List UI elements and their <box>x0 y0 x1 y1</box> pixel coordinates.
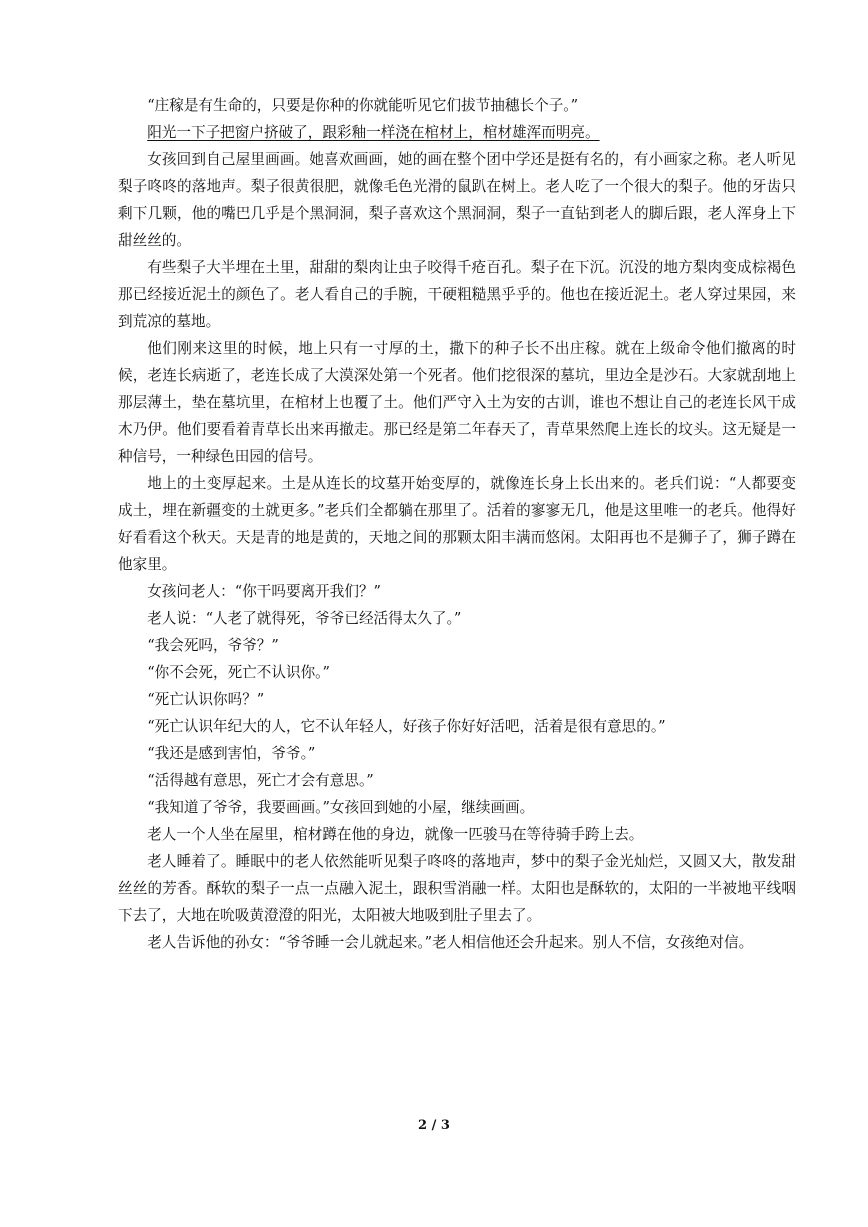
paragraph: 地上的土变厚起来。土是从连长的坟墓开始变厚的，就像连长身上长出来的。老兵们说：“人都要变成土，埋在新疆变的土就更多。”老兵们全都躺在那里了。活着的寥寥无几，他是这里唯一的老兵。他得好好看看这个秋天。天是青的地是黄的，天地之间的那颗太阳丰满而悠闲。太阳再也不是狮子了，狮子蹲在他家里。 <box>118 475 796 573</box>
dialogue-line: 老人说：“人老了就得死，爷爷已经活得太久了。” <box>147 610 462 627</box>
paragraph: 有些梨子大半埋在土里，甜甜的梨肉让虫子咬得千疮百孔。梨子在下沉。沉没的地方梨肉变成棕褐色那已经接近泥土的颜色了。老人看自己的手腕，干硬粗糙黑乎乎的。他也在接近泥土。老人穿过果园，来到荒凉的墓地。 <box>118 259 796 330</box>
page-number: 2 / 3 <box>418 1118 450 1133</box>
dialogue-line: “死亡认识你吗？” <box>147 691 265 708</box>
dialogue-line: “我会死吗，爷爷？” <box>147 637 279 654</box>
paragraph: 老人告诉他的孙女：“爷爷睡一会儿就起来。”老人相信他还会升起来。别人不信，女孩绝对信。 <box>147 934 754 951</box>
paragraph: 老人一个人坐在屋里，棺材蹲在他的身边，就像一匹骏马在等待骑手跨上去。 <box>147 826 644 843</box>
dialogue-line: “你不会死，死亡不认识你。” <box>147 664 330 681</box>
paragraph: 女孩回到自己屋里画画。她喜欢画画，她的画在整个团中学还是挺有名的，有小画家之称。老人听见梨子咚咚的落地声。梨子很黄很肥，就像毛色光滑的鼠趴在树上。老人吃了一个很大的梨子。他的牙齿只剩下几颗，他的嘴巴几乎是个黑洞洞，梨子喜欢这个黑洞洞，梨子一直钻到老人的脚后跟，老人浑身上下甜丝丝的。 <box>118 151 796 249</box>
document-body <box>118 92 796 956</box>
dialogue-line: “活得越有意思，死亡才会有意思。” <box>147 772 374 789</box>
paragraph: “庄稼是有生命的，只要是你种的你就能听见它们拔节抽穗长个子。” <box>147 97 579 114</box>
paragraph-underlined: 阳光一下子把窗户挤破了，跟彩釉一样浇在棺材上，棺材雄浑而明亮。 <box>147 124 600 141</box>
dialogue-line: “死亡认识年纪大的人，它不认年轻人，好孩子你好好活吧，活着是很有意思的。” <box>147 718 666 735</box>
paragraph: 老人睡着了。睡眠中的老人依然能听见梨子咚咚的落地声，梦中的梨子金光灿烂，又圆又大，散发甜丝丝的芳香。酥软的梨子一点一点融入泥土，跟积雪消融一样。太阳也是酥软的，太阳的一半被地平线咽下去了，大地在吮吸黄澄澄的阳光，太阳被大地吸到肚子里去了。 <box>118 853 796 924</box>
dialogue-line: 女孩问老人：“你干吗要离开我们？” <box>147 583 382 600</box>
paragraph: 他们刚来这里的时候，地上只有一寸厚的土，撒下的种子长不出庄稼。就在上级命令他们撤离的时候，老连长病逝了，老连长成了大漠深处第一个死者。他们挖很深的墓坑，里边全是沙石。大家就刮地上那层薄土，垫在墓坑里，在棺材上也覆了土。他们严守入土为安的古训，谁也不想让自己的老连长风干成木乃伊。他们要看着青草长出来再撤走。那已经是第二年春天了，青草果然爬上连长的坟头。这无疑是一种信号，一种绿色田园的信号。 <box>118 340 796 465</box>
dialogue-line: “我还是感到害怕，爷爷。” <box>147 745 316 762</box>
dialogue-line: “我知道了爷爷，我要画画。”女孩回到她的小屋，继续画画。 <box>147 799 535 816</box>
